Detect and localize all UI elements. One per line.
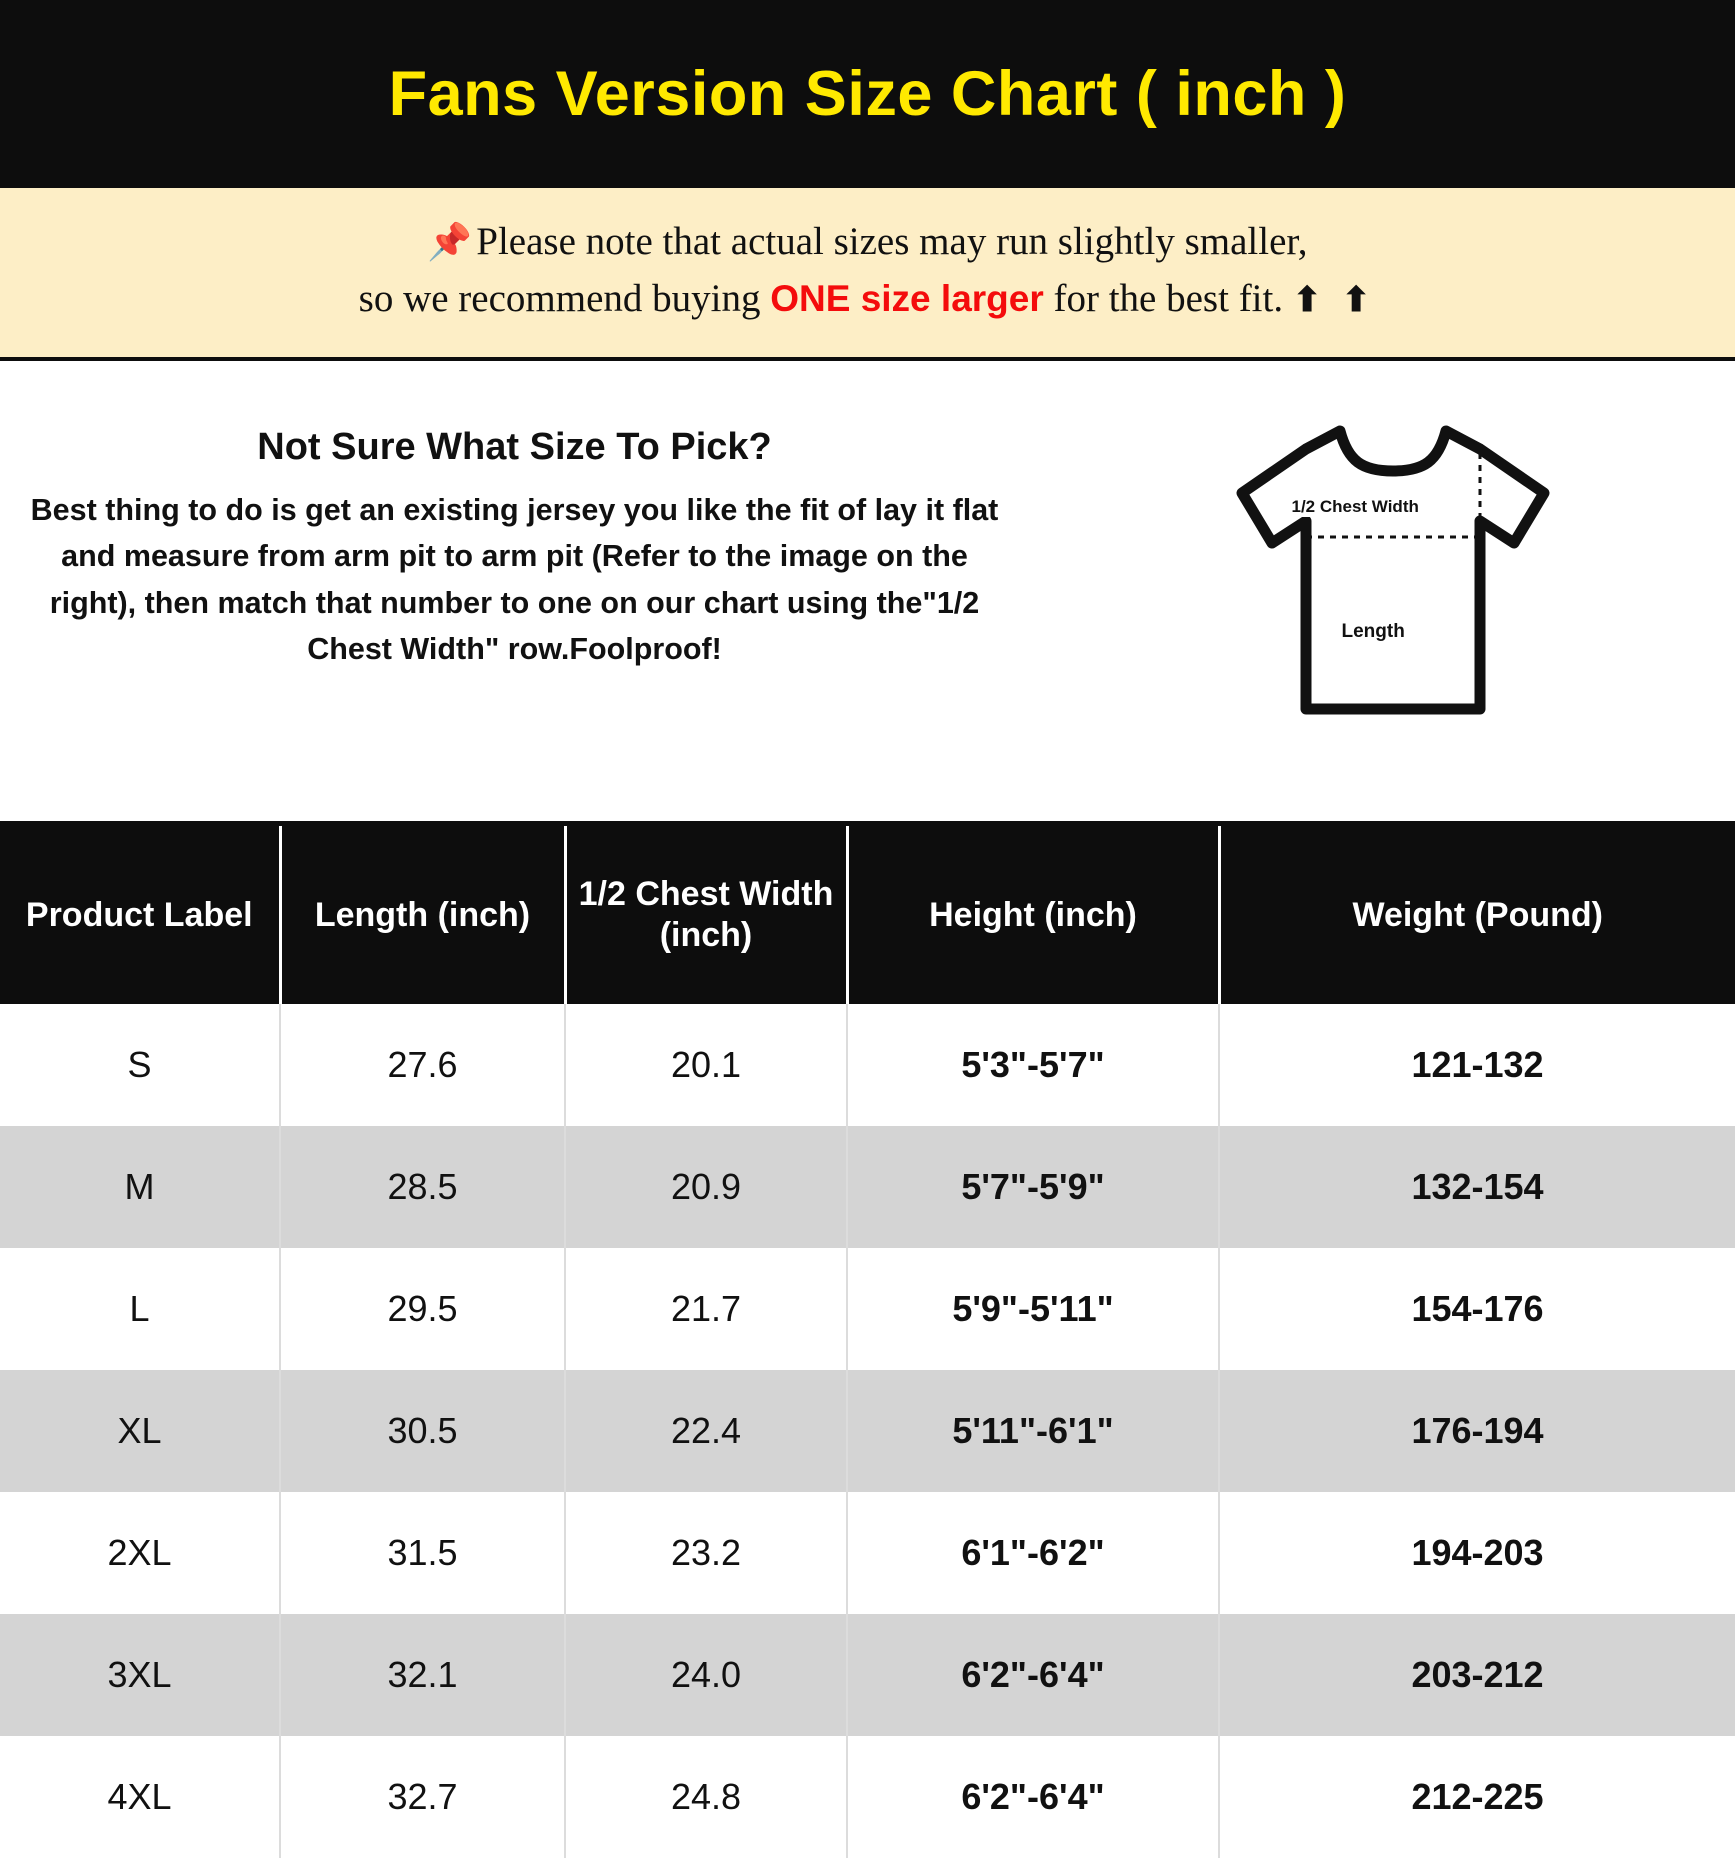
cell-chest: 20.9	[565, 1126, 847, 1248]
cell-chest: 24.0	[565, 1614, 847, 1736]
table-row	[0, 1126, 1735, 1248]
up-arrows-icon: ⬆ ⬆	[1292, 281, 1377, 319]
header-height: Height (inch)	[847, 826, 1219, 1004]
table-row	[0, 1736, 1735, 1858]
cell-height: 6'1"-6'2"	[847, 1492, 1219, 1614]
cell-chest: 24.8	[565, 1736, 847, 1858]
cell-length: 32.7	[280, 1736, 565, 1858]
table-row	[0, 1370, 1735, 1492]
note-line-2	[20, 271, 1715, 328]
cell-height: 5'7"-5'9"	[847, 1126, 1219, 1248]
header-weight: Weight (Pound)	[1219, 826, 1735, 1004]
header-chest-width: 1/2 Chest Width (inch)	[565, 826, 847, 1004]
cell-weight: 121-132	[1219, 1004, 1735, 1126]
cell-weight: 154-176	[1219, 1248, 1735, 1370]
cell-weight: 176-194	[1219, 1370, 1735, 1492]
note-emphasis: ONE size larger	[770, 277, 1044, 319]
cell-length: 28.5	[280, 1126, 565, 1248]
cell-length: 30.5	[280, 1370, 565, 1492]
table-row	[0, 1614, 1735, 1736]
cell-chest: 22.4	[565, 1370, 847, 1492]
table-row	[0, 1248, 1735, 1370]
length-label: Length	[1341, 621, 1405, 643]
cell-height: 5'11"-6'1"	[847, 1370, 1219, 1492]
cell-weight: 212-225	[1219, 1736, 1735, 1858]
note-line-1	[20, 214, 1715, 271]
cell-height: 6'2"-6'4"	[847, 1736, 1219, 1858]
cell-length: 31.5	[280, 1492, 565, 1614]
cell-weight: 194-203	[1219, 1492, 1735, 1614]
cell-height: 5'9"-5'11"	[847, 1248, 1219, 1370]
note-line-2-suffix: for the best fit.	[1043, 276, 1293, 320]
cell-size-label: 4XL	[0, 1736, 280, 1858]
sizing-help-section	[0, 361, 1735, 826]
size-table	[0, 826, 1735, 1858]
sizing-help-text	[0, 401, 1050, 672]
cell-length: 27.6	[280, 1004, 565, 1126]
note-banner	[0, 188, 1735, 361]
cell-size-label: M	[0, 1126, 280, 1248]
page-title: Fans Version Size Chart ( inch )	[388, 59, 1347, 129]
header-product-label: Product Label	[0, 826, 280, 1004]
cell-weight: 132-154	[1219, 1126, 1735, 1248]
header-length: Length (inch)	[280, 826, 565, 1004]
cell-length: 32.1	[280, 1614, 565, 1736]
cell-weight: 203-212	[1219, 1614, 1735, 1736]
table-header-row	[0, 826, 1735, 1004]
cell-size-label: L	[0, 1248, 280, 1370]
pushpin-icon: 📌	[427, 222, 473, 262]
cell-size-label: 2XL	[0, 1492, 280, 1614]
cell-height: 6'2"-6'4"	[847, 1614, 1219, 1736]
chest-width-label: 1/2 Chest Width	[1291, 497, 1419, 517]
note-line-1-text: Please note that actual sizes may run slightly smaller,	[476, 220, 1308, 263]
table-row	[0, 1492, 1735, 1614]
cell-height: 5'3"-5'7"	[847, 1004, 1219, 1126]
sizing-help-heading: Not Sure What Size To Pick?	[257, 426, 772, 469]
note-line-2-prefix: so we recommend buying	[358, 276, 771, 320]
cell-size-label: S	[0, 1004, 280, 1126]
cell-length: 29.5	[280, 1248, 565, 1370]
title-bar	[0, 0, 1735, 188]
sizing-help-body: Best thing to do is get an existing jersey you like the fit of lay it flat and measure from arm pit to arm pit (Refer to the image on the right), then match that number to one on our chart using the"1/2 Chest Width" row.Foolproof!	[30, 493, 999, 667]
cell-chest: 23.2	[565, 1492, 847, 1614]
table-row	[0, 1004, 1735, 1126]
tshirt-outline-icon	[1228, 409, 1558, 729]
cell-chest: 20.1	[565, 1004, 847, 1126]
cell-chest: 21.7	[565, 1248, 847, 1370]
tshirt-diagram	[1050, 401, 1735, 739]
cell-size-label: XL	[0, 1370, 280, 1492]
cell-size-label: 3XL	[0, 1614, 280, 1736]
